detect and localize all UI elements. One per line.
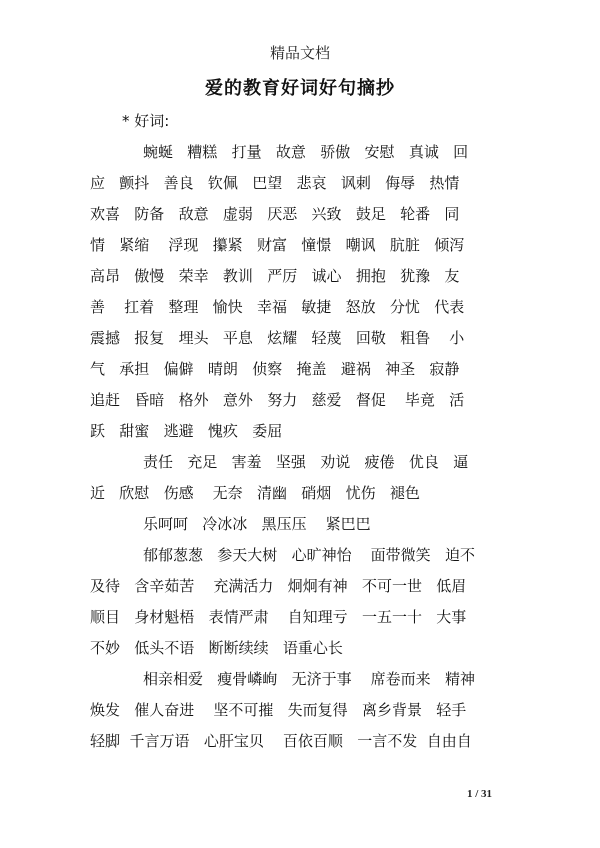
text-line: 蜿蜒 糟糕 打量 故意 骄傲 安慰 真诚 回 [143,143,469,161]
text-line: 郁郁葱葱 参天大树 心旷神怡 面带微笑 迫不 [143,546,475,564]
text-line: 情 紧缩 浮现 攥紧 财富 憧憬 嘲讽 肮脏 倾泻 [90,236,465,254]
text-line: 相亲相爱 瘦骨嶙峋 无济于事 席卷而来 精神 [143,670,475,688]
text-line: 及待 含辛茹苦 充满活力 炯炯有神 不可一世 低眉 [90,577,467,595]
section-label-good-words: * 好词: [122,112,170,130]
text-line: 气 承担 偏僻 晴朗 侦察 掩盖 避祸 神圣 寂静 [90,360,460,378]
text-line: 追赶 昏暗 格外 意外 努力 慈爱 督促 毕竟 活 [90,391,465,409]
word-list-body [90,140,510,760]
text-line: 轻脚 千言万语 心肝宝贝 百依百顺 一言不发 自由自 [90,732,472,750]
text-line: 责任 充足 害羞 坚强 劝说 疲倦 优良 逼 [143,453,469,471]
document-header: 精品文档 [269,44,330,62]
text-line: 高昂 傲慢 荣幸 教训 严厉 诚心 拥抱 犹豫 友 [90,267,460,285]
text-line: 震撼 报复 埋头 平息 炫耀 轻蔑 回敬 粗鲁 小 [90,329,465,347]
page-number: 1 / 31 [467,788,493,800]
text-line: 应 颤抖 善良 钦佩 巴望 悲哀 讽刺 侮辱 热情 [90,174,460,192]
text-line: 焕发 催人奋进 坚不可摧 失而复得 离乡背景 轻手 [90,701,467,719]
text-line: 欢喜 防备 敌意 虚弱 厌恶 兴致 鼓足 轮番 同 [90,205,460,223]
text-line: 跃 甜蜜 逃避 愧疚 委屈 [90,422,283,440]
text-line: 顺目 身材魁梧 表情严肃 自知理亏 一五一十 大事 [90,608,467,626]
text-line: 不妙 低头不语 断断续续 语重心长 [90,639,343,657]
text-line: 近 欣慰 伤感 无奈 清幽 硝烟 忧伤 褪色 [90,484,420,502]
text-line: 乐呵呵 冷冰冰 黑压压 紧巴巴 [143,515,371,533]
document-title: 爱的教育好词好句摘抄 [205,78,395,99]
text-line: 善 扛着 整理 愉快 幸福 敏捷 怒放 分忧 代表 [90,298,465,316]
